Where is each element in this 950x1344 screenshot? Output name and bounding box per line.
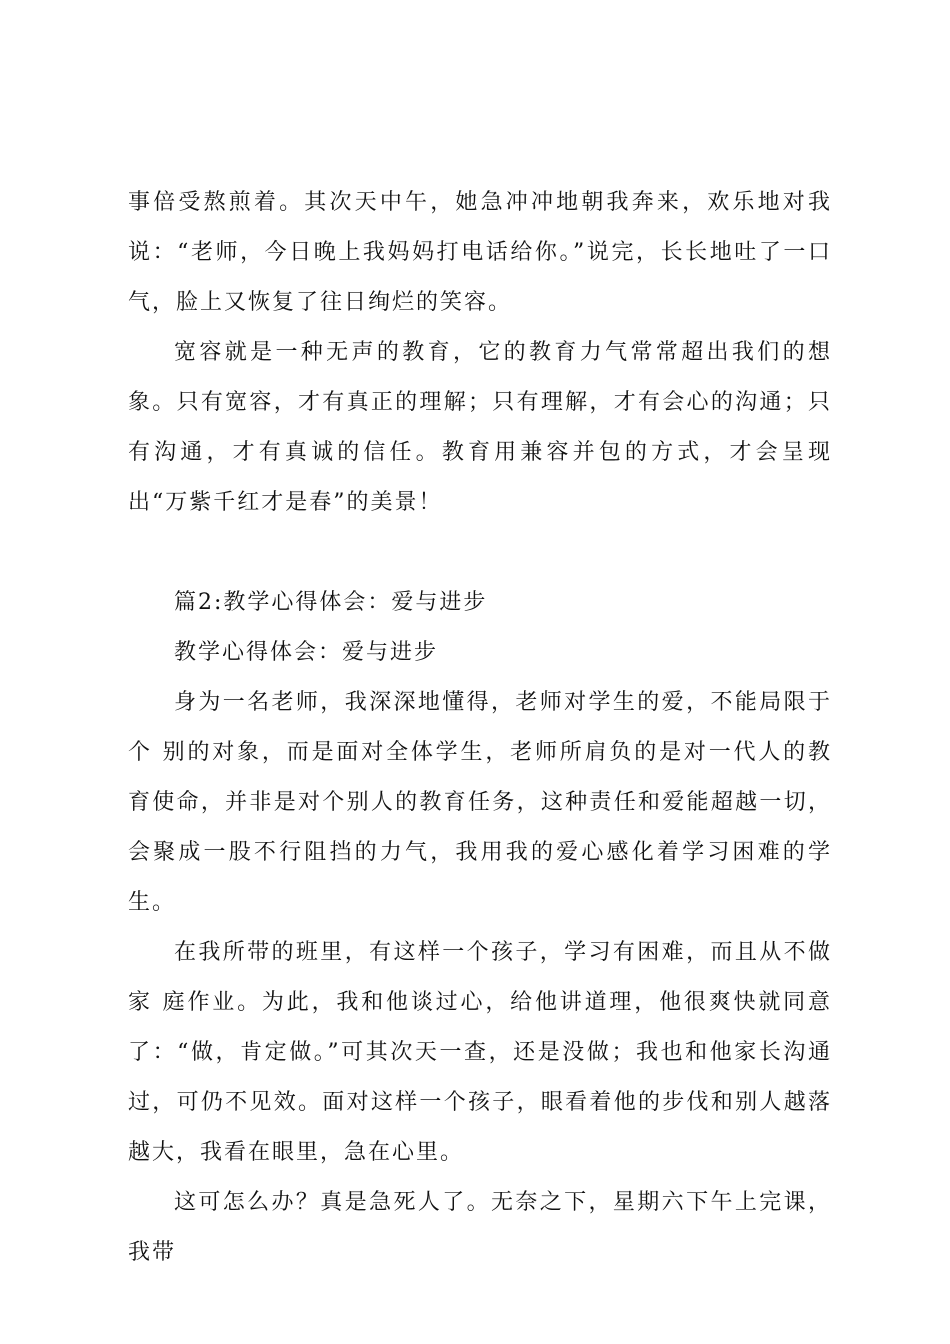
paragraph-what-to-do: 这可怎么办？真是急死人了。无奈之下，星期六下午上完课，我带 [128, 1190, 832, 1265]
article-title: 教学心得体会：爱与进步 [174, 640, 439, 665]
paragraph-teacher-love: 身为一名老师，我深深地懂得，老师对学生的爱，不能局限于个 别的对象，而是面对全体学生，老师所肩负的是对一代人的教育使命，并非是对个别人的教育任务，这种责任和爱能超越一切，会聚成一股不行阻挡的力气，我用我的爱心感化着学习困难的学生。 [128, 690, 832, 915]
section-1 [128, 178, 832, 528]
section-heading: 篇2:教学心得体会：爱与进步 [174, 590, 488, 615]
section-2 [128, 578, 832, 1278]
paragraph-continued: 事倍受熬煎着。其次天中午，她急冲冲地朝我奔来，欢乐地对我说：“老师，今日晚上我妈妈打电话给你。”说完，长长地吐了一口气，脸上又恢复了往日绚烂的笑容。 [128, 190, 832, 315]
paragraph-student-story: 在我所带的班里，有这样一个孩子，学习有困难，而且从不做家 庭作业。为此，我和他谈过心，给他讲道理，他很爽快就同意了：“做，肯定做。”可其次天一查，还是没做；我也和他家长沟通过，可仍不见效。面对这样一个孩子，眼看着他的步伐和别人越落越大，我看在眼里，急在心里。 [128, 940, 832, 1165]
paragraph-tolerance: 宽容就是一种无声的教育，它的教育力气常常超出我们的想象。只有宽容，才有真正的理解；只有理解，才有会心的沟通；只有沟通，才有真诚的信任。教育用兼容并包的方式，才会呈现出“万紫千红才是春”的美景！ [128, 340, 832, 515]
